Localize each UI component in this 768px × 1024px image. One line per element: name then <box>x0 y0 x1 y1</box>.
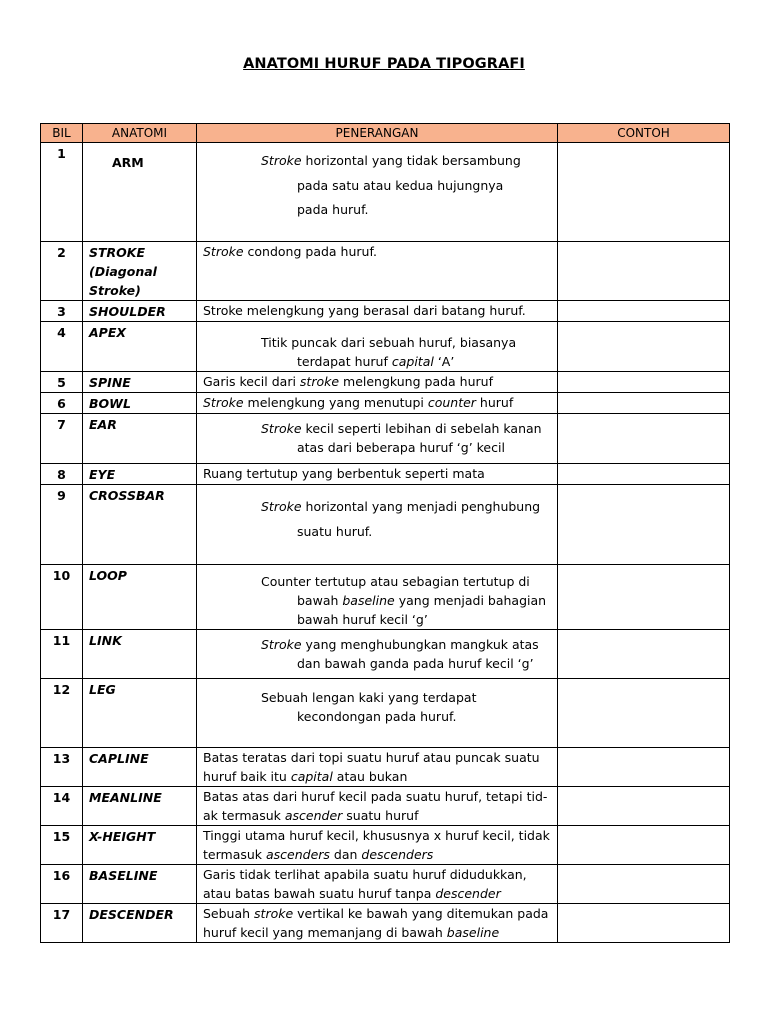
header-bil: BIL <box>41 124 83 143</box>
example-cell <box>558 372 730 393</box>
anatomy-term: APEX <box>83 322 197 372</box>
table-row <box>41 393 730 414</box>
anatomy-term: DESCENDER <box>83 904 197 943</box>
example-cell <box>558 565 730 630</box>
example-cell <box>558 865 730 904</box>
example-cell <box>558 748 730 787</box>
anatomy-term: SPINE <box>83 372 197 393</box>
table-row <box>41 372 730 393</box>
table-row <box>41 143 730 242</box>
anatomy-term: LEG <box>83 679 197 748</box>
description: Batas atas dari huruf kecil pada suatu huruf, tetapi tid- ak termasuk ascender suatu huruf <box>197 787 558 826</box>
description: Sebuah stroke vertikal ke bawah yang ditemukan pada huruf kecil yang memanjang di bawah baseline <box>197 904 558 943</box>
row-number: 1 <box>41 143 83 242</box>
example-cell <box>558 787 730 826</box>
anatomy-term: EYE <box>83 464 197 485</box>
anatomy-term: X-HEIGHT <box>83 826 197 865</box>
anatomy-term: LOOP <box>83 565 197 630</box>
table-row <box>41 414 730 464</box>
anatomy-term: CAPLINE <box>83 748 197 787</box>
header-penerangan: PENERANGAN <box>197 124 558 143</box>
table-row <box>41 826 730 865</box>
table-row <box>41 865 730 904</box>
example-cell <box>558 464 730 485</box>
anatomy-table <box>40 123 730 943</box>
table-row <box>41 485 730 565</box>
example-cell <box>558 322 730 372</box>
table-row <box>41 904 730 943</box>
example-cell <box>558 393 730 414</box>
description: Batas teratas dari topi suatu huruf atau puncak suatu huruf baik itu capital atau bukan <box>197 748 558 787</box>
anatomy-term: MEANLINE <box>83 787 197 826</box>
description: Garis kecil dari stroke melengkung pada huruf <box>197 372 558 393</box>
description: Titik puncak dari sebuah huruf, biasanya terdapat huruf capital ‘A’ <box>197 322 558 372</box>
row-number: 8 <box>41 464 83 485</box>
anatomy-term: SHOULDER <box>83 301 197 322</box>
row-number: 12 <box>41 679 83 748</box>
description: Tinggi utama huruf kecil, khususnya x huruf kecil, tidak termasuk ascenders dan descenders <box>197 826 558 865</box>
example-cell <box>558 679 730 748</box>
description: Garis tidak terlihat apabila suatu huruf didudukkan, atau batas bawah suatu huruf tanpa descender <box>197 865 558 904</box>
example-cell <box>558 301 730 322</box>
anatomy-term: STROKE (Diagonal Stroke) <box>83 242 197 301</box>
row-number: 4 <box>41 322 83 372</box>
table-row <box>41 301 730 322</box>
table-row <box>41 322 730 372</box>
row-number: 10 <box>41 565 83 630</box>
description: Stroke melengkung yang berasal dari batang huruf. <box>197 301 558 322</box>
row-number: 16 <box>41 865 83 904</box>
example-cell <box>558 826 730 865</box>
row-number: 14 <box>41 787 83 826</box>
row-number: 6 <box>41 393 83 414</box>
row-number: 7 <box>41 414 83 464</box>
table-header-row <box>41 124 730 143</box>
table-row <box>41 630 730 679</box>
anatomy-term: EAR <box>83 414 197 464</box>
example-cell <box>558 485 730 565</box>
table-row <box>41 242 730 301</box>
example-cell <box>558 143 730 242</box>
row-number: 3 <box>41 301 83 322</box>
anatomy-term: CROSSBAR <box>83 485 197 565</box>
description: Sebuah lengan kaki yang terdapat kecondongan pada huruf. <box>197 679 558 748</box>
row-number: 11 <box>41 630 83 679</box>
anatomy-term: ARM <box>83 143 197 242</box>
description: Ruang tertutup yang berbentuk seperti mata <box>197 464 558 485</box>
example-cell <box>558 242 730 301</box>
row-number: 15 <box>41 826 83 865</box>
header-contoh: CONTOH <box>558 124 730 143</box>
table-row <box>41 748 730 787</box>
example-cell <box>558 414 730 464</box>
anatomy-term: BOWL <box>83 393 197 414</box>
row-number: 5 <box>41 372 83 393</box>
row-number: 2 <box>41 242 83 301</box>
table-row <box>41 464 730 485</box>
header-anatomi: ANATOMI <box>83 124 197 143</box>
anatomy-term: LINK <box>83 630 197 679</box>
example-cell <box>558 904 730 943</box>
example-cell <box>558 630 730 679</box>
row-number: 17 <box>41 904 83 943</box>
page-title: ANATOMI HURUF PADA TIPOGRAFI <box>243 56 525 72</box>
description: Counter tertutup atau sebagian tertutup di bawah baseline yang menjadi bahagian bawah huruf kecil ‘g’ <box>197 565 558 630</box>
anatomy-term: BASELINE <box>83 865 197 904</box>
description: Stroke horizontal yang menjadi penghubung suatu huruf. <box>197 485 558 565</box>
table-row <box>41 679 730 748</box>
description: Stroke kecil seperti lebihan di sebelah kanan atas dari beberapa huruf ‘g’ kecil <box>197 414 558 464</box>
row-number: 9 <box>41 485 83 565</box>
description: Stroke melengkung yang menutupi counter huruf <box>197 393 558 414</box>
row-number: 13 <box>41 748 83 787</box>
table-row <box>41 787 730 826</box>
description: Stroke condong pada huruf. <box>197 242 558 301</box>
description: Stroke yang menghubungkan mangkuk atas dan bawah ganda pada huruf kecil ‘g’ <box>197 630 558 679</box>
description: Stroke horizontal yang tidak bersambung pada satu atau kedua hujungnya pada huruf. <box>197 143 558 242</box>
table-row <box>41 565 730 630</box>
